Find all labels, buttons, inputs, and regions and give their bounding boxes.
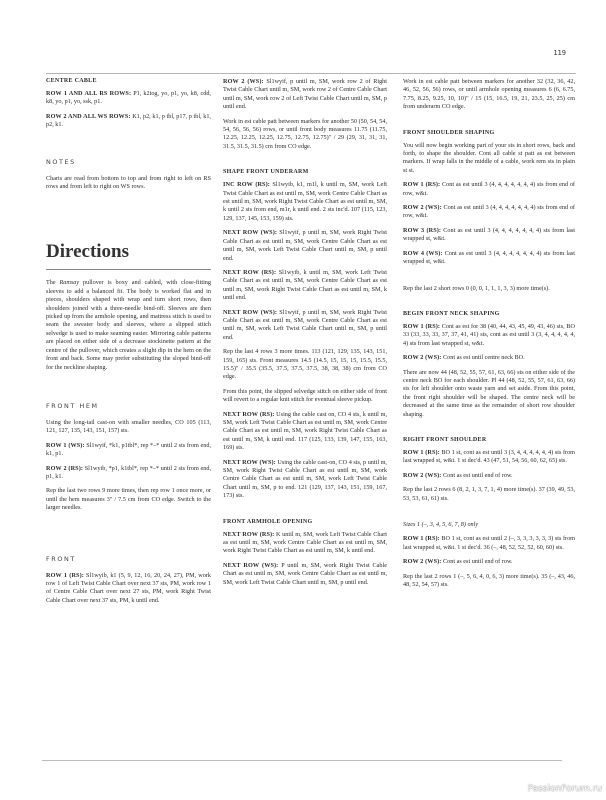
section-heading-armhole: FRONT ARMHOLE OPENING (223, 518, 313, 525)
section-heading-front-hem: FRONT HEM (46, 401, 99, 410)
sizes-row2: ROW 2 (WS): Cont as est until end of row. (403, 558, 513, 566)
work-est-armhole: Work in est cable patt between markers for another 32 (32, 36, 42, 46, 52, 56, 56) rows, or until armhole opening measures 6 (6, 6.75, 7.75, 8.25, 9.25, 10, 10)" / 15 (15, 16.5, 19, 21, 23.5, 25, 25) cm from underarm CO edge. (403, 78, 575, 111)
next-row-ws-2: NEXT ROW (WS): Sl1wyif, p until m, SM, work Right Twist Cable Chart as est until m, SM, work Centre Cable Chart as est until m, SM, work Left Twist Cable Chart until m, SM, p until end. (223, 308, 387, 341)
selvedge-note: From this point, the slipped selvedge stitch on either side of front will revert to a regular knit stitch for eventual sleeve pickup. (223, 387, 387, 404)
sizes-row1: ROW 1 (RS): BO 1 st, cont as est until 2 (–, 3, 3, 3, 3, 3, 3) sts from last wrapped st, w&t. 1 st dec'd. 36 (–, 48, 52, 52, 52, 60, 60) sts. (403, 535, 575, 551)
section-heading-shape-underarm: SHAPE FRONT UNDERARM (223, 169, 309, 176)
column-right (403, 78, 575, 595)
top-rule (46, 73, 576, 74)
sizes-repeat: Rep the last 2 rows 1 (–, 5, 6, 4, 0, 6, 3) more time(s). 35 (–, 43, 46, 48, 52, 54, 57) sts. (403, 572, 575, 589)
directions-intro: The Ramsay pullover is boxy and cabled, with close-fitting sleeves to add a balanced fit. The body is worked flat and in pieces, shoulders shaped with wrap and turn short rows, then shoulders joined with a three-needle bind-off. Sleeves are then picked up from the armhole opening, and mattress stitch is used to seam the sweater body and sleeves, where a slipped stitch selvedge is used to make seaming easier. Mirroring cable patterns are placed on either side of a decrease stockinette pattern at the centre of the pullover, which creates a slight dip in the hem on the front and back. Some may prefer substituting the sloped bind-off for the neckline shaping. (46, 279, 211, 371)
work-est-cable: Work in est cable patt between markers for another 50 (50, 54, 54, 54, 56, 56, 56) rows, or until front body measures 11.75 (11.75, 12.25, 12.25, 12.25, 12.75, 12.75, 12.75)" / 29 (29, 31, 31, 31, 31.5, 31.5, 31.5) cm from CO edge. (223, 117, 387, 150)
section-heading-right-shoulder: RIGHT FRONT SHOULDER (403, 436, 487, 443)
column-left (46, 78, 211, 611)
front-row2: ROW 2 (WS): Sl1wyif, p until m, SM, work row 2 of Right Twist Cable Chart until m, SM, work row 2 of Centre Cable Chart until m, SM, work row 2 of Left Twist Cable Chart until m, SM, p until end. (223, 78, 387, 111)
section-heading-front: FRONT (46, 554, 76, 563)
next-row-ws-1: NEXT ROW (WS): Sl1wyif, p until m, SM, work Right Twist Cable Chart as est until m, SM, work Centre Cable Chart as est until m, SM, work Left Twist Cable Chart until m, SM, p until end. (223, 229, 387, 262)
front-hem-repeat: Rep the last two rows 9 more times, then rep row 1 once more, or until the hem measures 3" / 7.5 cm from CO edge. Switch to the larger needles. (46, 487, 211, 512)
section-heading-notes: NOTES (46, 157, 76, 166)
front-hem-row2: ROW 2 (RS): Sl1wyib, *p1, k1tbl*, rep *–* until 2 sts from end, p1, k1. (46, 464, 211, 480)
right-shoulder-row2: ROW 2 (WS): Cont as est until end of row. (403, 471, 513, 479)
shoulder-row2: ROW 2 (WS): Cont as est until 3 (4, 4, 4, 4, 4, 4, 4) sts from end of row, w&t. (403, 204, 575, 220)
shoulder-intro: You will now begin working part of your sts in short rows, back and forth, to shape the shoulder. Cont all cable st patt as est between markers. If wrap falls in the middle of a cable, work rem sts in plain st st. (403, 141, 575, 174)
next-row-ws-caston: NEXT ROW (WS): Using the cable cast-on, CO 4 sts, p until m, SM, work Right Twist Cable Chart as est until m, SM, work Centre Cable Chart as est until m, SM, work Left Twist Cable Chart until m, SM, p to end. 121 (129, 137, 143, 151, 159, 167, 173) sts. (223, 458, 387, 500)
directions-title: Directions (46, 241, 211, 270)
next-row-rs-castonn: NEXT ROW (RS): Using the cable cast on, CO 4 sts, k until m, SM, work Left Twist Cable Chart as est until m, SM, work Centre Cable Chart as est until m, SM, work Right Twist Cable Chart as est until m, SM, k until end. 117 (125, 133, 139, 147, 155, 163, 169) sts. (223, 410, 387, 452)
centre-cable-row2: ROW 2 AND ALL WS ROWS: K1, p2, k1, p tbl, p17, p tbl, k1, p2, k1. (46, 112, 211, 129)
neck-note: There are now 44 (48, 52, 55, 57, 61, 63, 66) sts on either side of the centre neck BO for each shoulder. Pl 44 (48, 52, 55, 57, 61, 63, 66) sts for left shoulder onto waste yarn and set aside. From this point, the front right shoulder will be shaped. The centre neck will be decreased at the same time as the remainder of short row shoulder shaping. (403, 368, 575, 418)
section-heading-shoulder-shaping: FRONT SHOULDER SHAPING (403, 129, 495, 136)
front-hem-row1: ROW 1 (WS): Sl1wyif, *k1, p1tbl*, rep *–* until 2 sts from end, k1, p1. (46, 441, 211, 458)
neck-row2: ROW 2 (WS): Cont as est until centre neck BO. (403, 354, 525, 362)
section-heading-centre-cable: CENTRE CABLE (46, 78, 97, 84)
underarm-repeat: Rep the last 4 rows 3 more times. 113 (121, 129, 135, 143, 151, 159, 165) sts. Front measures 14.5 (14.5, 15, 15, 15, 15.5, 15.5, 15.5)" / 35.5 (35.5, 37.5, 37.5, 37.5, 38, 38, 38) cm from CO edge. (223, 348, 387, 381)
column-middle (223, 78, 387, 593)
front-hem-cast-on: Using the long-tail cast-on with smaller needles, CO 105 (113, 121, 127, 135, 143, 151, 157) sts. (46, 418, 211, 435)
shoulder-repeat: Rep the last 2 short rows 0 (0, 0, 1, 1, 1, 3, 3) more time(s). (403, 284, 550, 292)
front-row1: ROW 1 (RS): Sl1wyib, k1 (5, 9, 12, 16, 20, 24, 27), PM, work row 1 of Left Twist Cable Chart over next 37 sts, PM, work row 1 of Centre Cable Chart over next 27 sts, PM, work Right Twist Cable Chart over next 37 sts, PM, k until end. (46, 571, 211, 604)
notes-text: Charts are read from bottom to top and from right to left on RS rows and from left to right on WS rows. (46, 174, 211, 191)
page-number: 119 (553, 49, 566, 57)
armhole-ws-row: NEXT ROW (WS): P until m, SM, work Right Twist Cable Chart as est until m, SM, work Centre Cable Chart as est until m, SM, work Left Twist Cable Chart until m, SM, p until end. (223, 561, 387, 586)
centre-cable-row1: ROW 1 AND ALL RS ROWS: P1, k2tog, yo, p1, yo, k8, cdd, k8, yo, p1, yo, ssk, p1. (46, 90, 211, 106)
next-row-rs-1: NEXT ROW (RS): Sl1wyib, k until m, SM, work Left Twist Cable Chart as est until m, SM, work Centre Cable Chart as est until m, SM, work Right Twist Cable Chart as est until m, SM, k until end. (223, 268, 387, 302)
right-shoulder-repeat: Rep the last 2 rows 6 (8, 2, 1, 3, 7, 1, 4) more time(s). 37 (39, 49, 53, 53, 53, 61, 61) sts. (403, 486, 575, 502)
watermark: PassionForum.ru (527, 784, 602, 794)
neck-row1: ROW 1 (RS): Cont as est for 38 (40, 44, 43, 45, 49, 43, 46) sts, BO 33 (33, 33, 33, 37, 37, 41, 41) sts, cont as est until 3 (3, 4, 4, 4, 4, 4, 4) sts from last wrapped st, w&t. (403, 322, 575, 347)
shoulder-row4: ROW 4 (WS): Cont as est until 3 (4, 4, 4, 4, 4, 4, 4) sts from last wrapped st, w&t. (403, 249, 575, 266)
right-shoulder-row1: ROW 1 (RS): BO 1 st, cont as est until 3 (3, 4, 4, 4, 4, 4, 4) sts from last wrapped st, w&t. 1 st dec'd. 43 (47, 51, 54, 56, 60, 62, 65) sts. (403, 448, 575, 465)
shoulder-row1: ROW 1 (RS): Cont as est until 3 (4, 4, 4, 4, 4, 4, 4) sts from end of row, w&t. (403, 181, 575, 197)
section-heading-neck-shaping: BEGIN FRONT NECK SHAPING (403, 310, 500, 317)
bottom-rule (42, 760, 562, 761)
inc-row: INC ROW (RS): Sl1wyib, k1, m1l, k until m, SM, work Left Twist Cable Chart as est until m, SM, work Centre Cable Chart as est until m, SM, work Right Twist Cable Chart as est until m, SM, k until 2 sts from end, m1r, k until end. 2 sts inc'd. 107 (115, 123, 129, 137, 145, 153, 159) sts. (223, 181, 387, 222)
armhole-rs-row: NEXT ROW (RS): K until m, SM, work Left Twist Cable Chart as est until m, SM, work Centre Cable Chart as est until m, SM, work Right Twist Cable Chart as est until m, SM, k until end. (223, 530, 387, 555)
shoulder-row3: ROW 3 (RS): Cont as est until 3 (4, 4, 4, 4, 4, 4, 4) sts from last wrapped st, w&t. (403, 226, 575, 243)
sizes-heading: Sizes 1 (–, 3, 4, 5, 6, 7, 8) only (403, 521, 479, 528)
